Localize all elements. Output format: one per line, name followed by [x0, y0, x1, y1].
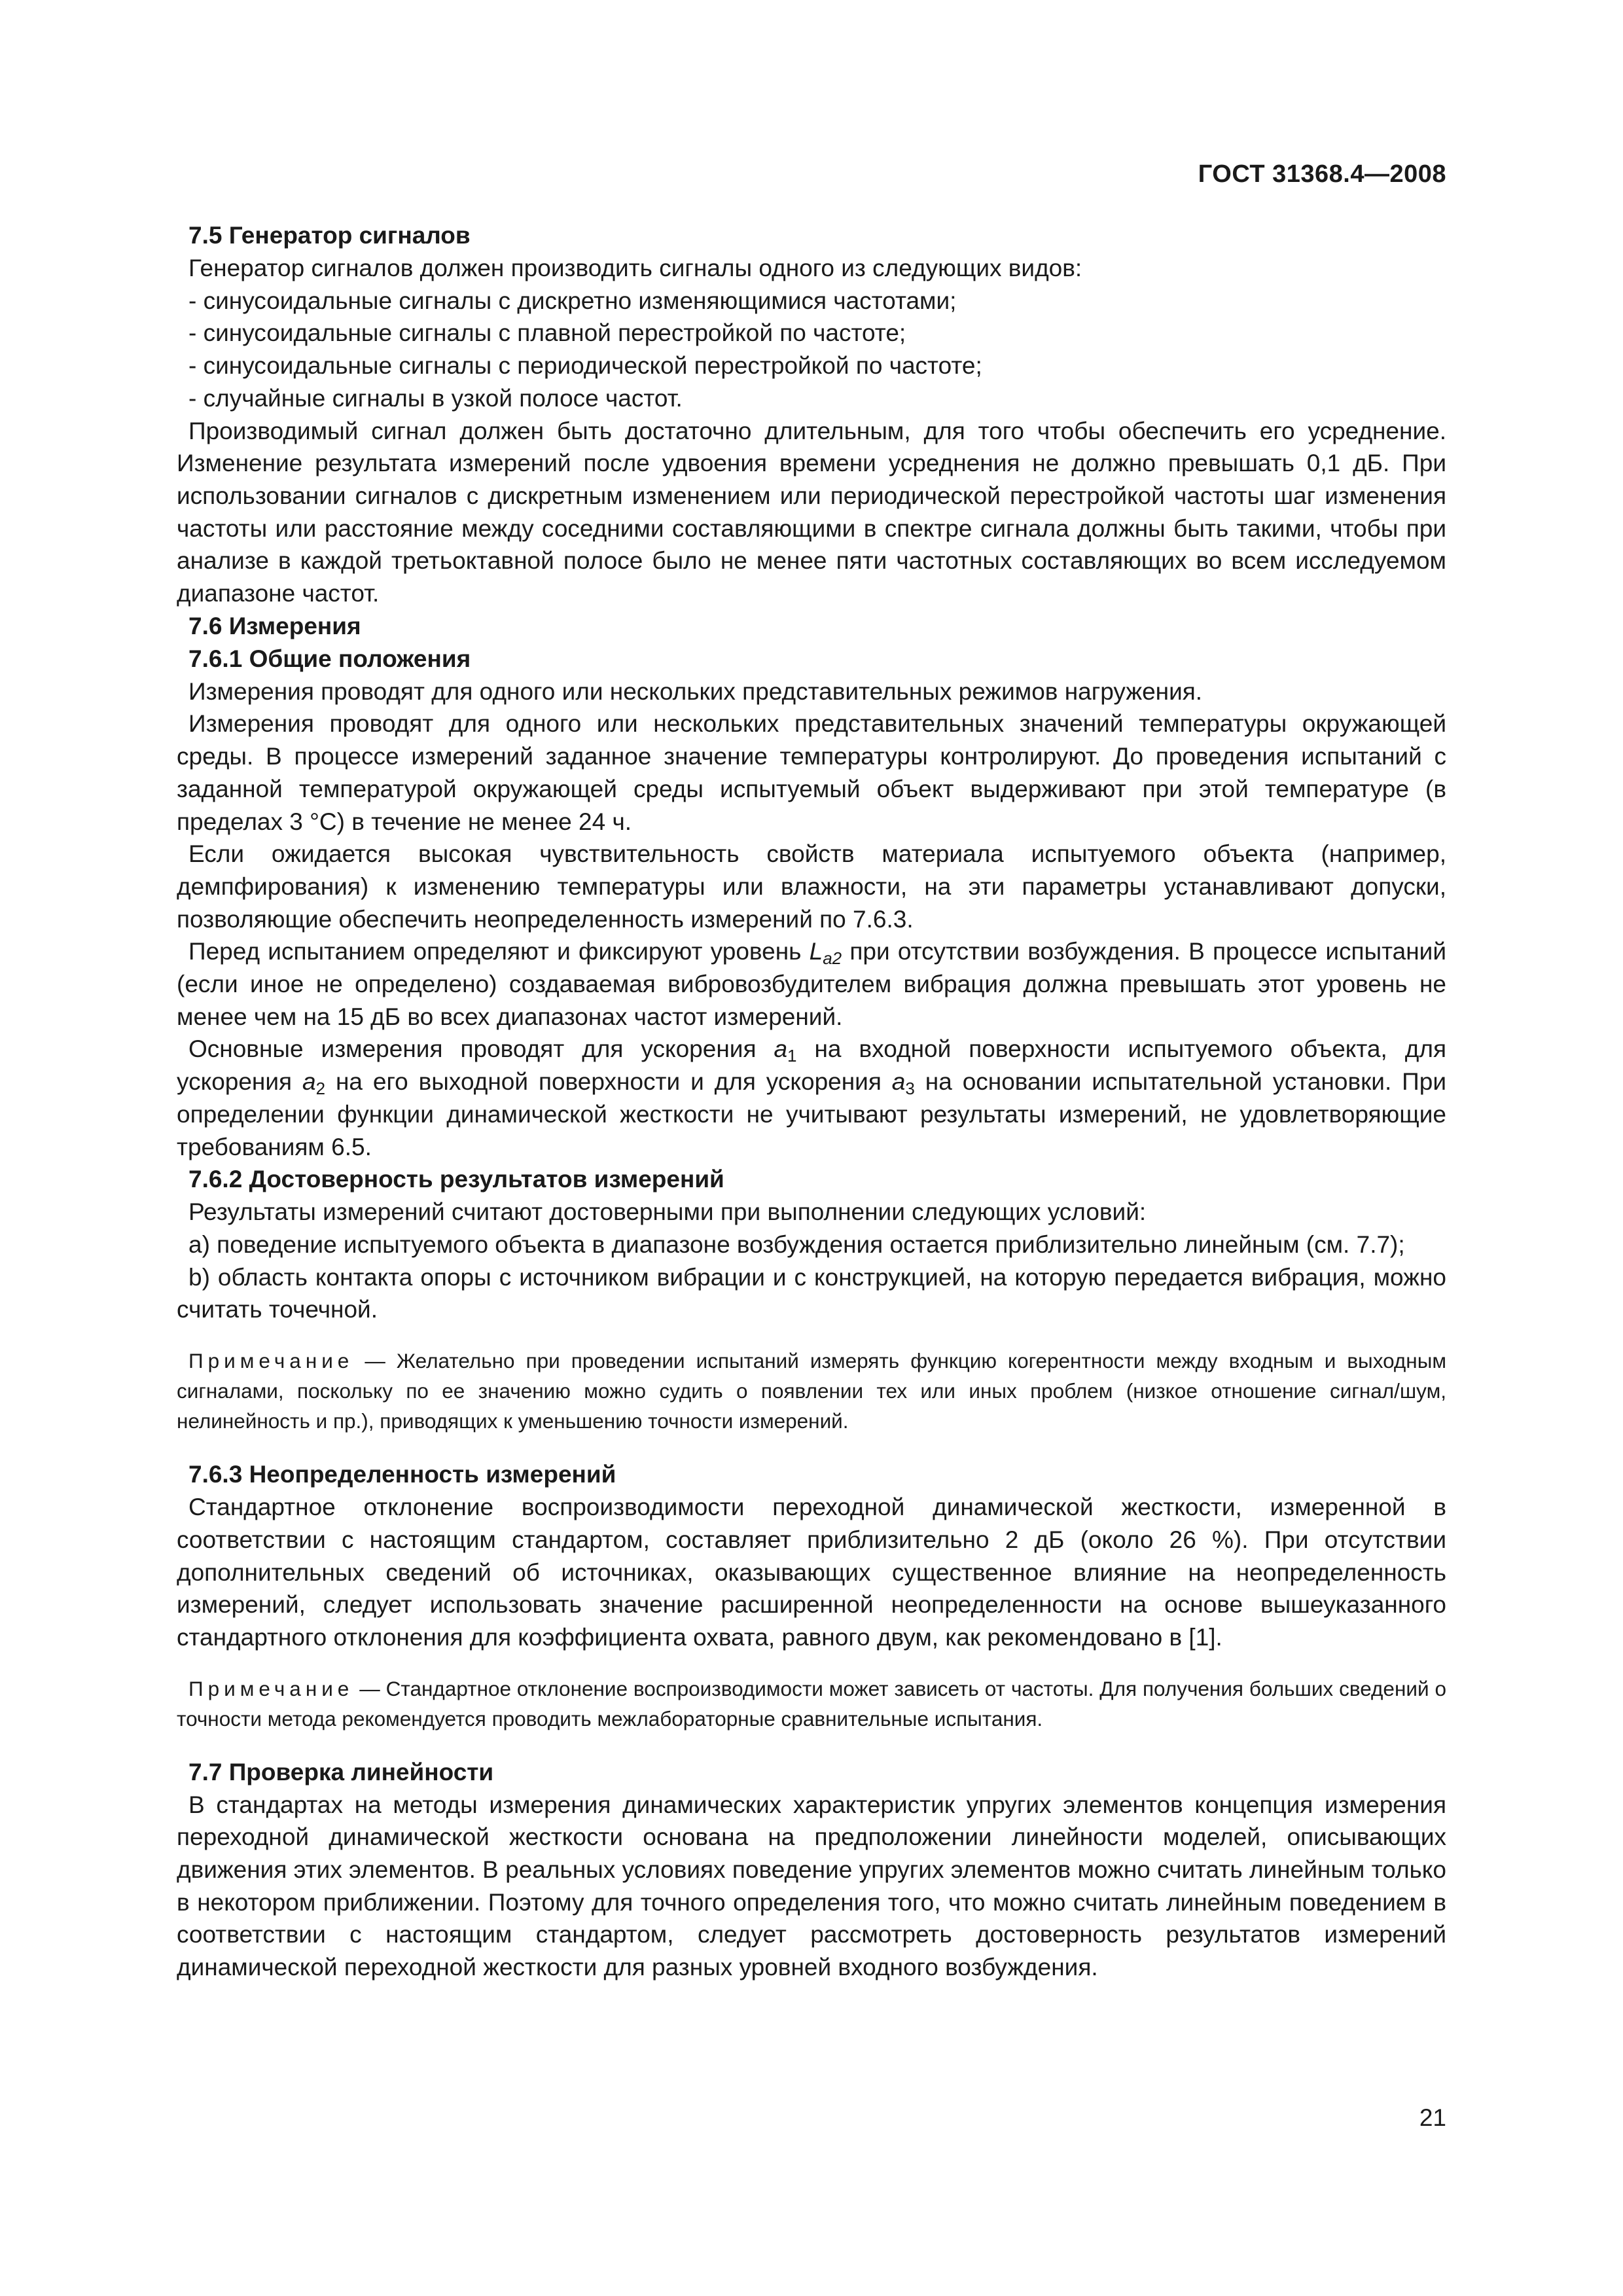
note — [177, 1674, 1446, 1734]
list-item: - синусоидальные сигналы с плавной перестройкой по частоте; — [188, 319, 906, 347]
section-heading-7-7: 7.7 Проверка линейности — [188, 1758, 494, 1785]
document-code: ГОСТ 31368.4—2008 — [1198, 160, 1446, 188]
paragraph: Стандартное отклонение воспроизводимости переходной динамической жесткости, измеренной в соответствии с настоящим стандартом, составляет приблизительно 2 дБ (около 26 %). При отсутствии дополнительных сведений об источниках, оказывающих существенное влияние на неопределенность измерений, следует использовать значение расширенной неопределенности на основе вышеуказанного стандартного отклонения для коэффициента охвата, равного двум, как рекомендовано в [1]. — [177, 1494, 1446, 1651]
paragraph: Генератор сигналов должен производить сигналы одного из следующих видов: — [188, 255, 1082, 281]
list-item: - случайные сигналы в узкой полосе частот. — [188, 384, 683, 412]
section-heading-7-6: 7.6 Измерения — [188, 612, 361, 639]
variable-subscript: 1 — [787, 1046, 797, 1066]
text-fragment: на основании испытательной установки. При определении функции динамической жесткости не учитывают результаты измерений, не удовлетворяющие требованиям 6.5. — [177, 1068, 1446, 1160]
paragraph-level-la2 — [177, 935, 1446, 1033]
variable-symbol: a — [302, 1068, 316, 1096]
paragraph: Измерения проводят для одного или нескольких представительных значений температуры окружающей среды. В процессе измерений заданное значение температуры контролируют. До проведения испытаний с заданной температурой окружающей среды испытуемый объект выдерживают при этой температуре (в пределах 3 °С) в течение не менее 24 ч. — [177, 710, 1446, 835]
section-heading-7-6-2: 7.6.2 Достоверность результатов измерений — [188, 1166, 724, 1193]
note-label: Примечание — [188, 1349, 354, 1373]
condition-b: b) область контакта опоры с источником вибрации и с конструкцией, на которую передается вибрация, можно считать точечной. — [177, 1263, 1446, 1323]
note-label: Примечание — [188, 1676, 354, 1700]
variable-symbol: a — [774, 1035, 788, 1063]
variable-subscript: 2 — [315, 1079, 326, 1099]
page-content — [177, 219, 1446, 1984]
variable-subscript: 3 — [905, 1079, 915, 1099]
text-fragment: Перед испытанием определяют и фиксируют уровень — [188, 938, 810, 965]
section-heading-7-6-1: 7.6.1 Общие положения — [188, 645, 471, 672]
paragraph: Если ожидается высокая чувствительность свойств материала испытуемого объекта (например, демпфирования) к изменению температуры или влажности, на эти параметры устанавливают допуски, позволяющие обеспечить неопределенность измерений по 7.6.3. — [177, 840, 1446, 933]
text-fragment: при отсутствии возбуждения. В процессе испытаний (если иное не определено) создаваемая вибровозбудителем вибрация должна превышать этот уровень не менее чем на 15 дБ во всех диапазонах частот измерений. — [177, 938, 1446, 1030]
list-item: - синусоидальные сигналы с периодической перестройкой по частоте; — [188, 352, 982, 380]
page-number: 21 — [1419, 2104, 1446, 2131]
variable-symbol: a — [891, 1068, 906, 1096]
note — [177, 1346, 1446, 1436]
note-text: — Стандартное отклонение воспроизводимости может зависеть от частоты. Для получения больших сведений о точности метода рекомендуется проводить межлабораторные сравнительные испытания. — [177, 1676, 1446, 1731]
list-item: - синусоидальные сигналы с дискретно изменяющимися частотами; — [188, 287, 957, 314]
paragraph-accelerations — [177, 1033, 1446, 1163]
paragraph: Измерения проводят для одного или нескольких представительных режимов нагружения. — [188, 677, 1203, 705]
text-fragment: Основные измерения проводят для ускорения — [188, 1035, 774, 1063]
condition-a: а) поведение испытуемого объекта в диапазоне возбуждения остается приблизительно линейным (см. 7.7); — [188, 1230, 1405, 1258]
section-heading-7-6-3: 7.6.3 Неопределенность измерений — [188, 1461, 616, 1488]
paragraph: Результаты измерений считают достоверными при выполнении следующих условий: — [188, 1198, 1147, 1226]
text-fragment: на входной поверхности испытуемого объекта, для ускорения — [177, 1035, 1446, 1096]
text-fragment: на его выходной поверхности и для ускорения — [325, 1068, 892, 1096]
section-heading-7-5: 7.5 Генератор сигналов — [188, 222, 471, 249]
note-text: — Желательно при проведении испытаний измерять функцию когерентности между входным и выходным сигналами, поскольку по ее значению можно судить о появлении тех или иных проблем (низкое отношение сигнал/шум, нелинейность и пр.), приводящих к уменьшению точности измерений. — [177, 1349, 1446, 1433]
paragraph: В стандартах на методы измерения динамических характеристик упругих элементов концепция измерения переходной динамической жесткости основана на предположении линейности моделей, описывающих движения этих элементов. В реальных условиях поведение упругих элементов можно считать линейным только в некотором приближении. Поэтому для точного определения того, что можно считать линейным поведением в соответствии с настоящим стандартом, следует рассмотреть достоверность результатов измерений динамической переходной жесткости для разных уровней входного возбуждения. — [177, 1791, 1446, 1981]
variable-symbol: L — [809, 938, 823, 965]
variable-subscript: a2 — [823, 948, 842, 969]
paragraph: Производимый сигнал должен быть достаточно длительным, для того чтобы обеспечить его усреднение. Изменение результата измерений после удвоения времени усреднения не должно превышать 0,1 дБ. При использовании сигналов с дискретным изменением или периодической перестройкой частоты шаг изменения частоты или расстояние между соседними составляющими в спектре сигнала должны быть такими, чтобы при анализе в каждой третьоктавной полосе было не менее пяти частотных составляющих во всем исследуемом диапазоне частот. — [177, 417, 1446, 607]
